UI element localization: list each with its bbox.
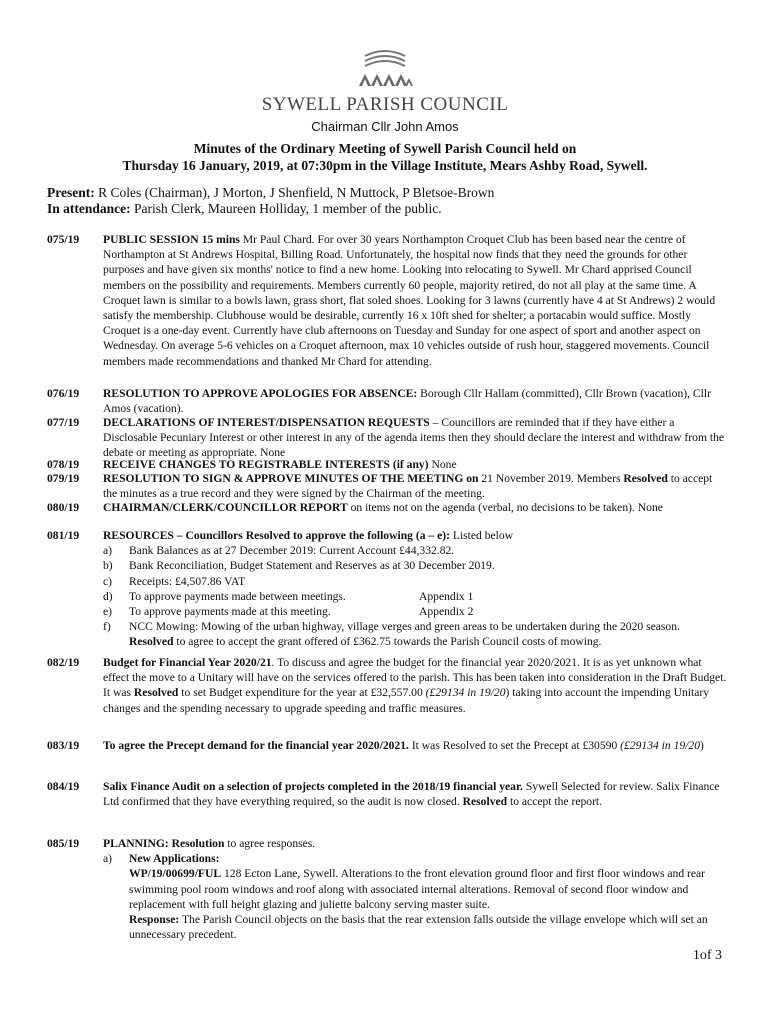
council-name: SYWELL PARISH COUNCIL <box>261 94 509 115</box>
minute-item-080: 080/19 CHAIRMAN/CLERK/COUNCILLOR REPORT on items not on the agenda (verbal, no decisions to be taken). None <box>47 501 663 514</box>
minute-item-078: 078/19 RECEIVE CHANGES TO REGISTRABLE INTERESTS (if any) None <box>47 458 457 471</box>
item-number: 075/19 <box>47 233 80 246</box>
list-item: f) NCC Mowing: Mowing of the urban highway, village verges and green areas to be undertaken during the 2020 season. Resolved to agree to accept the grant offered of £362.75 towards the Parish Council costs of mowing. <box>103 620 680 649</box>
appendix-ref: Appendix 2 <box>419 605 474 619</box>
list-item: e) To approve payments made at this meeting. Appendix 2 <box>103 605 474 619</box>
list-item: c) Receipts: £4,507.86 VAT <box>103 574 246 588</box>
item-number: 080/19 <box>47 501 80 514</box>
chairman-line: Chairman Cllr John Amos <box>311 119 459 134</box>
item-number: 082/19 <box>47 656 80 669</box>
in-attendance-line: In attendance: Parish Clerk, Maureen Holliday, 1 member of the public. <box>47 201 442 216</box>
item-number: 077/19 <box>47 416 80 429</box>
meeting-title: Minutes of the Ordinary Meeting of Sywell Parish Council held on Thursday 16 January, 2019, at 07:30pm in the Village Institute, Mears Ashby Road, Sywell. <box>122 141 648 173</box>
appendix-ref: Appendix 1 <box>419 589 474 603</box>
item-number: 078/19 <box>47 458 80 471</box>
planning-application: a) New Applications: WP/19/00699/FUL 128 Ecton Lane, Sywell. Alterations to the front elevation ground floor and first floor windows and rear swimming pool room windows and roof along with associated internal alterations. Removal of second floor window and replacement with full height glazing and juliette balcony serving master suite. Response: The Parish Council objects on the basis that the rear extension falls outside the village envelope which will set an unnecessary precedent. <box>103 852 708 942</box>
minute-item-075: 075/19 PUBLIC SESSION 15 mins Mr Paul Chard. For over 30 years Northampton Croquet Club has been based near the centre of Northampton at St Andrews Hospital, Billing Road. Unfortunately, the hospital now finds that they need the grounds for other purposes and have given six months' notice to find a new home. Looking into relocating to Sywell. Mr Chard apprised Council members on the possibility and requirements. Members currently 60 people, majority retired, do not all play at the same time. A Croquet lawn is similar to a bowls lawn, grass short, flat soled shoes. Looking for 3 lawns (currently have 4 at St Andrews) 2 would satisfy the membership. Clubhouse would be desirable, currently 16 x 10ft shed for shelter; a portacabin would suffice. Mostly Croquet is a one-day event. Currently have club afternoons on Tuesday and Sunday for one aspect of sport and another aspect on Wednesday. On average 5-6 vehicles on a Croquet afternoon, max 10 vehicles outside of rush hour, staggered movements. Council members made recommendations and thanked Mr Chard for attending. <box>47 233 716 368</box>
list-item: a) Bank Balances as at 27 December 2019: Current Account £44,332.82. <box>103 544 455 558</box>
list-item: b) Bank Reconciliation, Budget Statement and Reserves as at 30 December 2019. <box>103 559 495 573</box>
item-number: 083/19 <box>47 739 80 752</box>
minute-item-081: 081/19 RESOURCES – Councillors Resolved to approve the following (a – e): Listed below a) Bank Balances as at 27 December 2019: Current Account £44,332.82. b) Bank Reconciliation, Budget Statement and Reserves as at 30 December 2019. c) Receipts: £4,507.86 VAT d) To approve payments made between meetings. Appendix 1 e) To approve payments made at this meeting. Appendix 2 f) NCC Mowing: Mowing of the urban highway, village verges and green areas to be undertaken during the 2020 season. Resolved to agree to accept the grant offered of £362.75 towards the Parish Council costs of mowing. <box>47 528 727 650</box>
present-line: Present: R Coles (Chairman), J Morton, J Shenfield, N Muttock, P Bletsoe-Brown <box>47 185 495 200</box>
minute-item-085: 085/19 PLANNING: Resolution to agree responses. a) New Applications: WP/19/00699/FUL 128 Ecton Lane, Sywell. Alterations to the front elevation ground floor and first floor windows and rear swimming pool room windows and roof along with associated internal alterations. Removal of second floor window and replacement with full height glazing and juliette balcony serving master suite. Response: The Parish Council objects on the basis that the rear extension falls outside the village envelope which will set an unnecessary precedent. <box>47 836 727 942</box>
minute-item-083: 083/19 To agree the Precept demand for the financial year 2020/2021. It was Resolved to set the Precept at £30590 (£29134 in 19/20) <box>47 739 704 752</box>
item-number: 081/19 <box>47 529 80 542</box>
item-number: 076/19 <box>47 387 80 400</box>
list-item: d) To approve payments made between meetings. Appendix 1 <box>103 589 474 603</box>
minute-item-079: 079/19 RESOLUTION TO SIGN & APPROVE MINUTES OF THE MEETING on 21 November 2019. Members Resolved to accept the minutes as a true record and they were signed by the Chairman of the meeting. <box>47 472 713 501</box>
item-number: 084/19 <box>47 780 80 793</box>
page-number: 1of 3 <box>692 948 722 963</box>
minute-item-076: 076/19 RESOLUTION TO APPROVE APOLOGIES FOR ABSENCE: Borough Cllr Hallam (committed), Cllr Brown (vacation), Cllr Amos (vacation). <box>47 387 711 416</box>
attendance-block <box>47 185 494 217</box>
item-number: 085/19 <box>47 837 80 850</box>
minute-item-077: 077/19 DECLARATIONS OF INTEREST/DISPENSATION REQUESTS – Councillors are reminded that if they have either a Disclosable Pecuniary Interest or other interest in any of the agenda items then they should declare the interest and withdraw from the debate or meeting as appropriate. None <box>47 416 725 460</box>
minute-item-082: 082/19 Budget for Financial Year 2020/21. To discuss and agree the budget for the financial year 2020/2021. It is as yet unknown what effect the move to a Unitary will have on the services offered to the parish. This has been taken into consideration in the Draft Budget. It was Resolved to set Budget expenditure for the year at £32,557.00 (£29134 in 19/20) taking into account the impending Unitary changes and the spending necessary to upgrade speeding and traffic measures. <box>47 656 727 715</box>
council-logo-icon <box>355 48 415 92</box>
item-number: 079/19 <box>47 472 80 485</box>
minute-item-084: 084/19 Salix Finance Audit on a selection of projects completed in the 2018/19 financial year. Sywell Selected for review. Salix Finance Ltd confirmed that they have everything required, so the audit is now closed. Resolved to accept the report. <box>47 780 720 809</box>
